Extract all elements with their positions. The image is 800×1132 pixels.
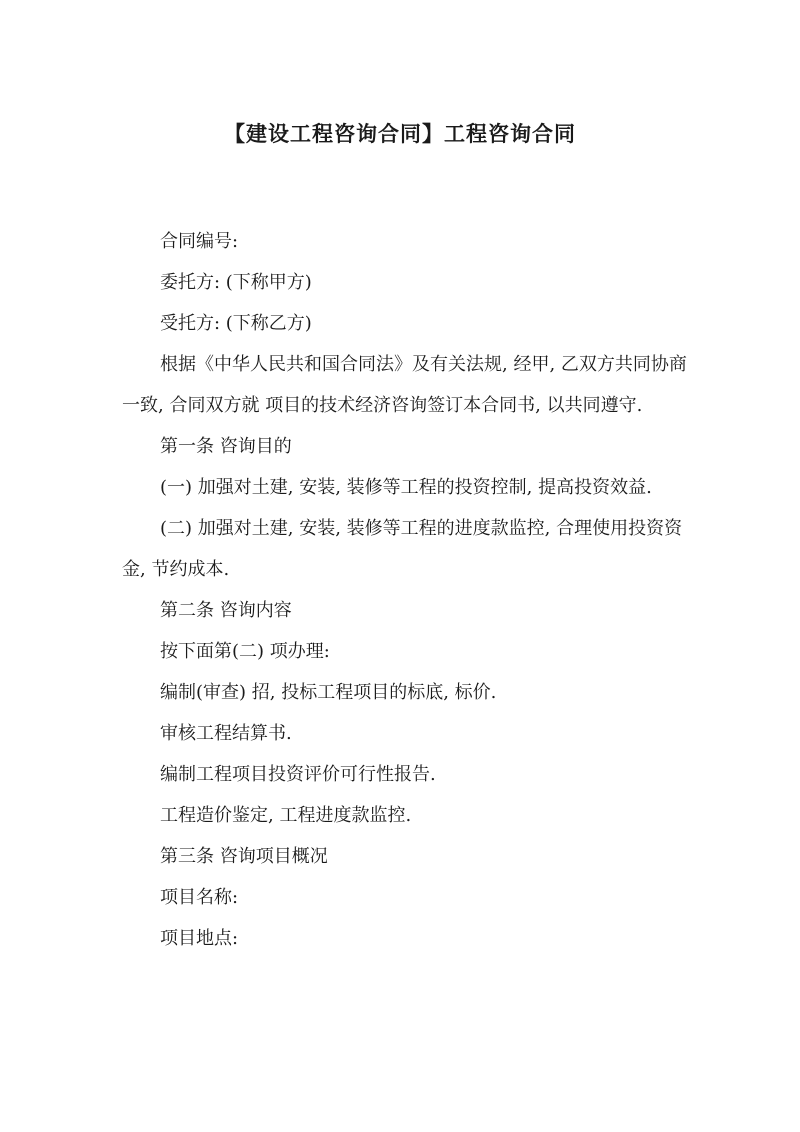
article-two-item-4: 工程造价鉴定, 工程进度款监控. — [160, 805, 412, 826]
article-one-item-2: (二) 加强对土建, 安装, 装修等工程的进度款监控, 合理使用投资资金, 节约成本. — [122, 518, 683, 580]
article-one-heading: 第一条 咨询目的 — [160, 436, 292, 457]
article-two-heading: 第二条 咨询内容 — [160, 600, 292, 621]
contract-number-line: 合同编号: — [160, 231, 239, 252]
client-party-line: 委托方: (下称甲方) — [160, 272, 312, 293]
article-two-item-3: 编制工程项目投资评价可行性报告. — [160, 764, 436, 785]
article-three-heading: 第三条 咨询项目概况 — [160, 846, 328, 867]
project-location-line: 项目地点: — [160, 928, 239, 949]
document-body — [122, 221, 692, 959]
article-one-item-1: (一) 加强对土建, 安装, 装修等工程的投资控制, 提高投资效益. — [160, 477, 652, 498]
article-two-item-2: 审核工程结算书. — [160, 723, 292, 744]
preamble-paragraph: 根据《中华人民共和国合同法》及有关法规, 经甲, 乙双方共同协商一致, 合同双方就 项目的技术经济咨询签订本合同书, 以共同遵守. — [122, 354, 687, 416]
project-name-line: 项目名称: — [160, 887, 239, 908]
document-title: 【建设工程咨询合同】工程咨询合同 — [224, 121, 576, 146]
consultant-party-line: 受托方: (下称乙方) — [160, 313, 312, 334]
article-two-item-1: 编制(审查) 招, 投标工程项目的标底, 标价. — [160, 682, 497, 703]
article-two-instruction: 按下面第(二) 项办理: — [160, 641, 330, 662]
